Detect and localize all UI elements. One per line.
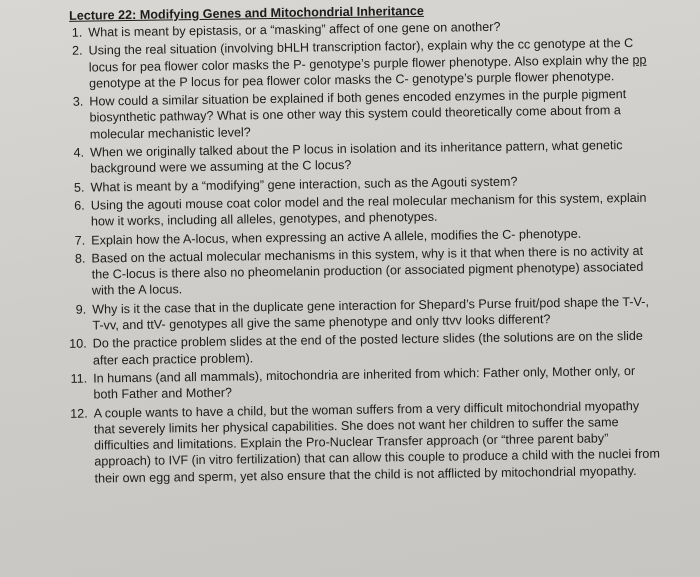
question-text bbox=[89, 36, 647, 90]
question-2 bbox=[56, 35, 657, 92]
question-text: In humans (and all mammals), mitochondria are inherited from which: Father only, Mother only, or both Father and Mother? bbox=[93, 363, 636, 402]
question-text: What is meant by epistasis, or a “masking” affect of one gene on another? bbox=[88, 19, 501, 40]
underlined-genotype: pp bbox=[632, 52, 647, 67]
question-9 bbox=[60, 293, 660, 334]
question-10 bbox=[61, 328, 661, 369]
question-text-part: Using the real situation (involving bHLH transcription factor), explain why the cc genotype at the C locus for pea flower color masks the P- genotype’s purple flower phenotype. Also explain why the bbox=[88, 36, 634, 75]
question-text: Using the agouti mouse coat color model and the real molecular mechanism for this system, explain how it works, including all alleles, genotypes, and phenotypes. bbox=[90, 190, 647, 229]
question-text: A couple wants to have a child, but the woman suffers from a very difficult mitochondrial myopathy that severely limits her physical capabilities. She does not want her children to suffer the same difficulties and limitations. Explain the Pro-Nuclear Transfer approach (or “three parent baby” approach) to IVF (in vitro fertilization) that can allow this couple to produce a child with the nuclei from their own egg and sperm, yet also ensure that the child is not afflicted by mitochondrial myopathy. bbox=[93, 398, 660, 486]
question-number: 5. bbox=[73, 180, 85, 195]
page-title: Lecture 22: Modifying Genes and Mitochondrial Inheritance bbox=[69, 3, 424, 23]
question-text: Based on the actual molecular mechanisms in this system, why is it that when there is no activity at the C-locus is there also no pheomelanin production (or associated pigment phenotype) associated with the A locus. bbox=[91, 243, 644, 298]
question-12 bbox=[62, 397, 663, 487]
question-number: 10. bbox=[69, 336, 87, 352]
question-list bbox=[56, 17, 662, 487]
question-number: 8. bbox=[74, 251, 86, 266]
question-number: 1. bbox=[71, 25, 83, 40]
question-text: Why is it the case that in the duplicate gene interaction for Shepard’s Purse fruit/pod shape the T-V-, T-vv, and ttV- genotypes all give the same phenotype and only ttvv looks different? bbox=[92, 294, 650, 333]
question-text: What is meant by a “modifying” gene interaction, such as the Agouti system? bbox=[90, 174, 518, 195]
question-text-part: genotype at the P locus for pea flower color masks the C- genotype’s purple flower phenotype. bbox=[88, 69, 615, 91]
question-3 bbox=[57, 86, 658, 143]
question-text: Do the practice problem slides at the end of the posted lecture slides (the solutions are on the slide after each practice problem). bbox=[92, 329, 643, 368]
question-number: 6. bbox=[74, 198, 85, 213]
question-6 bbox=[59, 190, 659, 231]
question-text: How could a similar situation be explained if both genes encoded enzymes in the purple pigment biosynthetic pathway? What is one other way this system could theoretically come about from a molecular mechanistic level? bbox=[89, 87, 627, 142]
question-number: 7. bbox=[74, 233, 86, 248]
question-number: 9. bbox=[75, 302, 87, 317]
question-11 bbox=[61, 363, 661, 404]
question-number: 4. bbox=[73, 145, 85, 160]
question-4 bbox=[58, 137, 658, 178]
worksheet bbox=[56, 0, 663, 489]
question-number: 2. bbox=[71, 43, 83, 59]
question-text: Explain how the A-locus, when expressing an active A allele, modifies the C- phenotype. bbox=[91, 226, 582, 248]
question-text: When we originally talked about the P locus in isolation and its inheritance pattern, what genetic background were we assuming at the C locus? bbox=[89, 138, 623, 176]
question-8 bbox=[59, 242, 660, 299]
question-number: 11. bbox=[70, 371, 88, 386]
question-number: 12. bbox=[70, 406, 88, 421]
question-number: 3. bbox=[72, 94, 84, 109]
